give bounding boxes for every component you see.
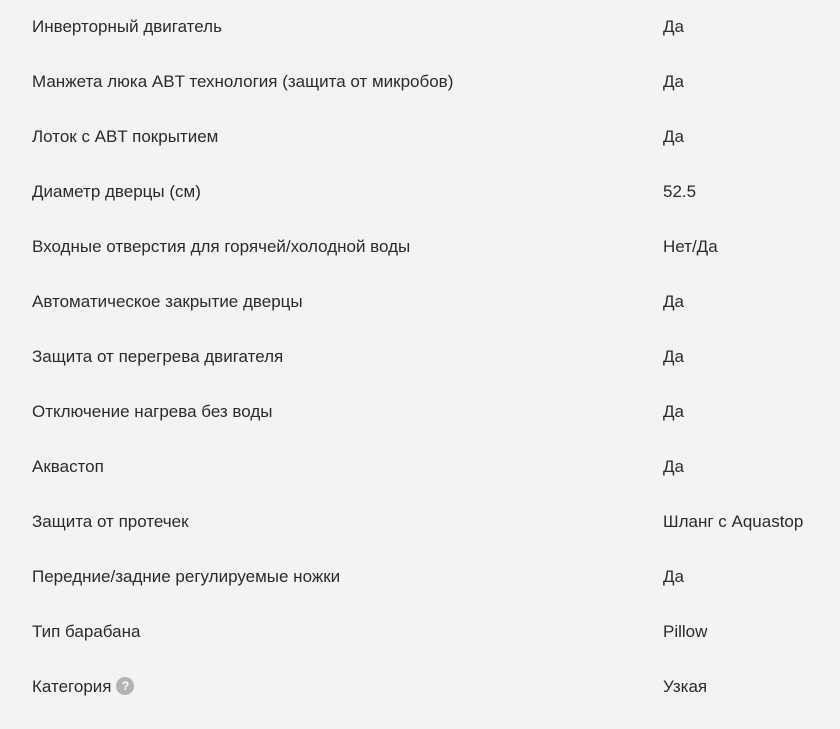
spec-row [0, 617, 840, 647]
spec-label: Отключение нагрева без воды [32, 402, 273, 421]
spec-value: Pillow [663, 622, 708, 641]
question-icon[interactable]: ? [116, 677, 134, 695]
spec-value: Да [663, 457, 684, 476]
spec-row [0, 287, 840, 317]
spec-value: 52.5 [663, 182, 697, 201]
spec-label: Лоток с ABT покрытием [32, 127, 219, 146]
spec-value: Нет/Да [663, 237, 718, 256]
spec-label: Передние/задние регулируемые ножки [32, 567, 341, 586]
spec-row [0, 342, 840, 372]
spec-label: Защита от перегрева двигателя [32, 347, 284, 366]
spec-value: Да [663, 402, 684, 421]
spec-label: Инверторный двигатель [32, 17, 222, 36]
spec-value: Да [663, 72, 684, 91]
spec-value: Да [663, 292, 684, 311]
spec-label: Категория [32, 677, 112, 696]
spec-label: Аквастоп [32, 457, 104, 476]
spec-row [0, 67, 840, 97]
spec-row [0, 672, 840, 702]
spec-row [0, 177, 840, 207]
spec-value: Да [663, 347, 684, 366]
spec-row [0, 397, 840, 427]
spec-value: Да [663, 17, 684, 36]
spec-label: Входные отверстия для горячей/холодной воды [32, 237, 411, 256]
spec-value: Шланг с Aquastop [663, 512, 804, 531]
spec-label: Автоматическое закрытие дверцы [32, 292, 303, 311]
spec-row [0, 12, 840, 42]
spec-row [0, 452, 840, 482]
spec-row [0, 562, 840, 592]
spec-label: Защита от протечек [32, 512, 189, 531]
spec-label: Манжета люка ABT технология (защита от микробов) [32, 72, 454, 91]
spec-value: Да [663, 127, 684, 146]
spec-value: Да [663, 567, 684, 586]
spec-label: Тип барабана [32, 622, 141, 641]
spec-value: Узкая [663, 677, 708, 696]
spec-row [0, 122, 840, 152]
spec-label: Диаметр дверцы (см) [32, 182, 201, 201]
spec-row [0, 507, 840, 537]
spec-label-with-help [32, 672, 134, 702]
spec-row [0, 232, 840, 262]
